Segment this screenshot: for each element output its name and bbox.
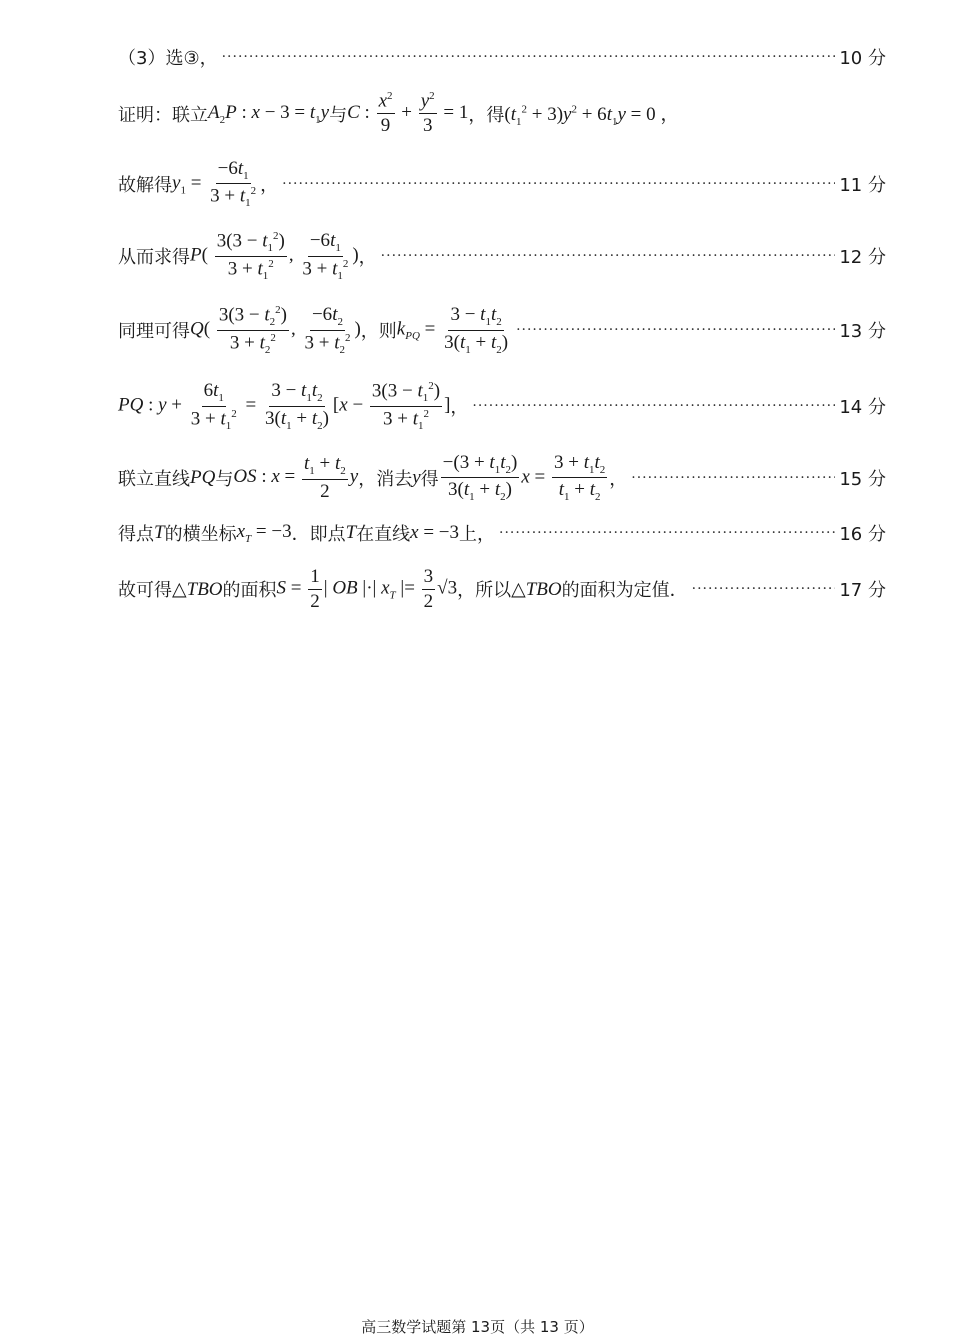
line-text: 得点 (118, 524, 154, 545)
formula: y (412, 466, 421, 488)
line-text: 的面积为定值． (561, 580, 688, 602)
formula: $x_T = -3$ (236, 521, 292, 545)
line-content (118, 304, 512, 357)
line-text: ．即点 (291, 524, 346, 545)
line-text: ，消去 (358, 468, 413, 490)
formula: △TBO (172, 578, 223, 600)
formula: $k_{PQ}$ = $\frac{3 - t_1t_2}{3(t_1 + t_2)}$ (396, 304, 509, 356)
score-label: 10 分 (839, 48, 886, 69)
line-text: （3）选③， (118, 48, 218, 69)
line-text: ，所以 (457, 580, 512, 602)
score-label: 17 分 (839, 580, 886, 602)
line-text: 联立直线 (118, 468, 190, 490)
solution-line-3 (118, 158, 886, 210)
line-text: ， (358, 247, 377, 269)
page-footer: 高三数学试题第 13页（共 13 页） (361, 1318, 594, 1336)
leader-dots (472, 399, 835, 413)
line-text: 故解得 (118, 175, 172, 197)
line-text: 得 (420, 468, 439, 490)
score-label: 12 分 (839, 247, 886, 269)
formula: $(t_1^2 + 3)y^2 + 6t_1y = 0$ ， (504, 103, 680, 128)
line-content (118, 566, 688, 613)
solution-line-2 (118, 90, 886, 137)
formula: Q( $\frac{3(3 - t_2^2)}{3 + t_2^2}$ , $\frac{-6t_2}{3 + t_2^2}$ ) (190, 304, 361, 356)
score-label: 15 分 (839, 468, 886, 490)
formula: △TBO (511, 578, 562, 600)
formula: C : $\frac{x^2}{9}$ + $\frac{y^2}{3}$ = 1 (347, 90, 469, 137)
line-content (118, 380, 468, 433)
leader-dots (516, 323, 835, 337)
line-text: 证明：联立 (118, 104, 208, 126)
leader-dots (631, 471, 835, 485)
line-text: ，则 (360, 321, 397, 343)
line-text: ， (260, 175, 279, 197)
score-label: 14 分 (839, 397, 886, 419)
solution-line-6 (118, 380, 886, 433)
line-text: 同理可得 (118, 321, 190, 343)
line-content (118, 230, 377, 283)
leader-dots (499, 526, 835, 540)
formula: x = −3 (410, 522, 460, 543)
formula: $A_2P$ : $x - 3 = t_1y$ (208, 101, 330, 126)
solution-line-9 (118, 566, 886, 613)
line-text: ， (609, 468, 628, 490)
leader-dots (222, 50, 836, 64)
line-text: 与 (215, 468, 234, 490)
line-text: 的横坐标 (164, 524, 237, 545)
line-content (118, 158, 278, 210)
formula: OS : x = $\frac{t_1 + t_2}{2}$ y (233, 453, 359, 502)
solution-line-5 (118, 304, 886, 357)
line-text: 在直线 (356, 524, 411, 545)
solution-line-8 (118, 520, 886, 546)
line-text: 从而求得 (118, 247, 190, 269)
solution-line-1 (118, 44, 886, 70)
formula: PQ (190, 466, 216, 488)
solution-line-7 (118, 452, 886, 504)
formula: T (154, 522, 165, 543)
line-content (118, 520, 495, 546)
leader-dots (282, 177, 835, 191)
line-text: 的面积 (222, 580, 277, 602)
line-text: ，得 (468, 104, 505, 126)
formula: $y_1$ = $\frac{-6t_1}{3 + t_1^2}$ (172, 158, 257, 210)
leader-dots (381, 249, 836, 263)
line-text: ， (450, 397, 469, 419)
formula: S = $\frac{1}{2}$ | OB |·| $x_T$ |= $\frac{3}{2}$ √3 (276, 566, 458, 612)
score-label: 13 分 (839, 321, 886, 343)
score-label: 16 分 (839, 524, 886, 545)
line-content (118, 452, 627, 504)
formula: PQ : y + $\frac{6t_1}{3 + t_1^2}$ = $\frac{3 - t_1t_2}{3(t_1 + t_2)}$ [x − $\frac{3(3 - t_1^2)}{3 + t_1^2}$ ] (118, 380, 451, 432)
line-text: 与 (329, 104, 348, 126)
score-label: 11 分 (839, 175, 886, 197)
formula: $\frac{-(3 + t_1t_2)}{3(t_1 + t_2)}$ x = $\frac{3 + t_1t_2}{t_1 + t_2}$ (442, 452, 606, 504)
line-content (118, 90, 679, 137)
formula: P( $\frac{3(3 - t_1^2)}{3 + t_1^2}$ , $\frac{-6t_1}{3 + t_1^2}$ ) (190, 230, 359, 282)
line-text: 故可得 (118, 580, 172, 602)
formula: T (345, 522, 357, 543)
leader-dots (692, 582, 836, 596)
line-text: 上， (459, 524, 496, 545)
solution-line-4 (118, 230, 886, 283)
